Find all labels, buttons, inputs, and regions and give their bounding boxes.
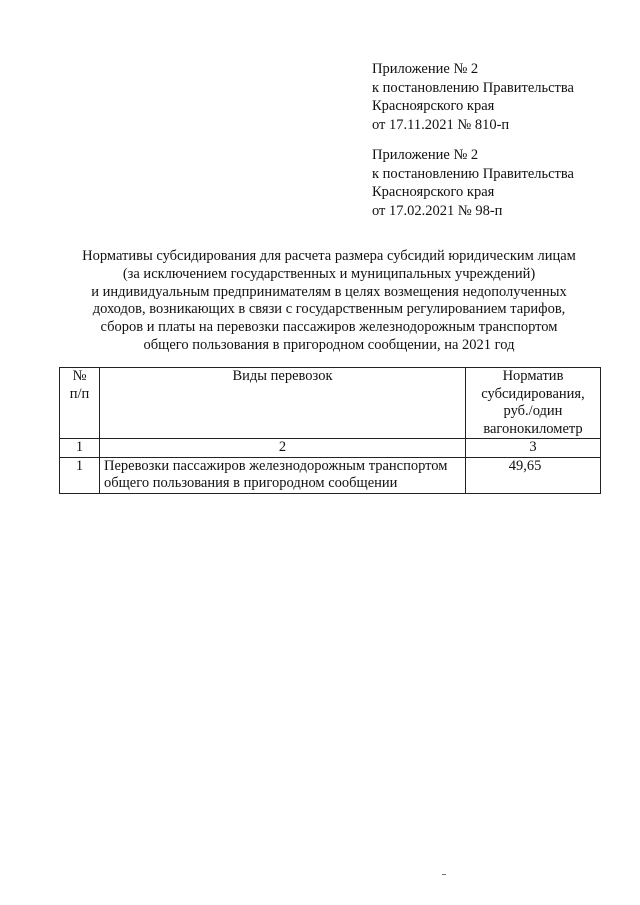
title-line: общего пользования в пригородном сообщении, на 2021 год [143, 336, 515, 353]
header-transport-type-label: Виды перевозок [232, 368, 333, 384]
document-title [58, 248, 600, 355]
scan-artifact-mark [442, 874, 446, 875]
title-line: сборов и платы на перевозки пассажиров железнодорожным транспортом [100, 319, 558, 336]
appendix-date-number: от 17.02.2021 № 98-п [372, 202, 503, 219]
appendix-header-original [372, 146, 574, 220]
title-line: (за исключением государственных и муниципальных учреждений) [122, 265, 536, 282]
appendix-region: Красноярского края [372, 98, 495, 114]
header-norm-line: Норматив [502, 368, 564, 384]
header-number [60, 368, 100, 439]
column-number: 2 [100, 439, 466, 458]
header-number-abbr: п/п [69, 385, 90, 402]
appendix-reference: к постановлению Правительства [372, 165, 574, 182]
header-norm-line: субсидирования, [481, 385, 585, 402]
row-number: 1 [60, 457, 100, 493]
appendix-region: Красноярского края [372, 184, 495, 200]
appendix-label: Приложение № 2 [372, 61, 479, 77]
title-line: Нормативы субсидирования для расчета размера субсидий юридическим лицам [82, 248, 576, 264]
column-number-row [60, 439, 601, 458]
header-number-symbol: № [72, 368, 87, 384]
header-norm-line: руб./один [503, 403, 563, 419]
appendix-label: Приложение № 2 [372, 147, 479, 163]
header-norm-line: вагонокилометр [483, 420, 583, 437]
table-row [60, 457, 601, 493]
row-norm-value: 49,65 [466, 457, 601, 493]
appendix-reference: к постановлению Правительства [372, 79, 574, 96]
subsidy-norms-table [59, 367, 601, 494]
table-header-row [60, 368, 601, 439]
header-norm [466, 368, 601, 439]
title-line: доходов, возникающих в связи с государственным регулированием тарифов, [92, 301, 566, 318]
title-line: и индивидуальным предпринимателям в целях возмещения недополученных [91, 283, 567, 300]
column-number: 1 [60, 439, 100, 458]
column-number: 3 [466, 439, 601, 458]
row-transport-type: Перевозки пассажиров железнодорожным транспортом общего пользования в пригородном сообщении [100, 457, 466, 493]
appendix-date-number: от 17.11.2021 № 810-п [372, 116, 510, 133]
header-transport-type [100, 368, 466, 439]
appendix-header-current [372, 60, 574, 134]
